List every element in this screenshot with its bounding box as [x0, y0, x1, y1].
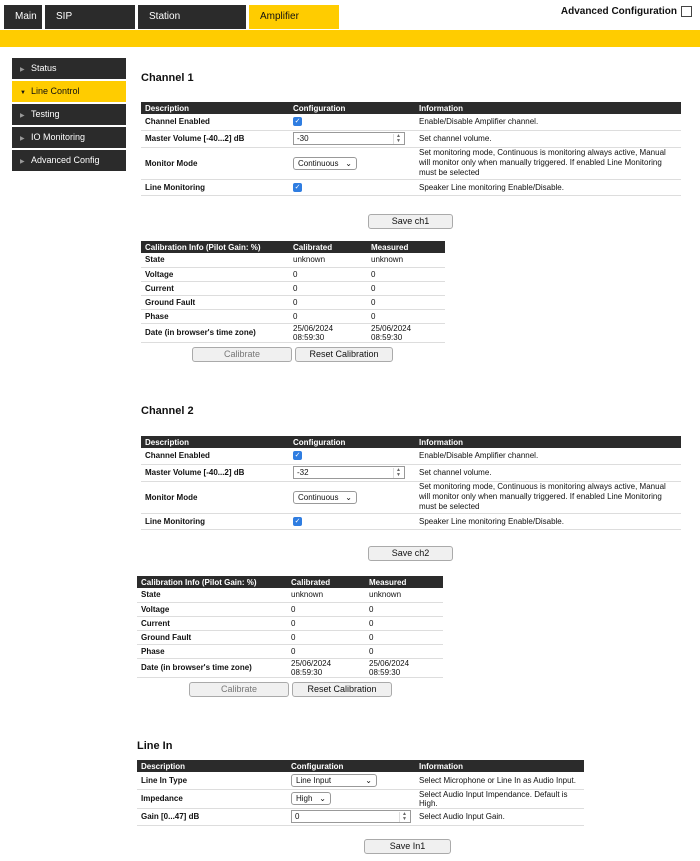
tab-main[interactable]: Main: [4, 5, 42, 29]
table-row: [141, 448, 681, 464]
accent-bar: [0, 30, 700, 47]
table-row: [141, 464, 681, 481]
channel1-monitor-mode-select[interactable]: Continuous ⌄: [293, 157, 357, 170]
linein-title: Line In: [137, 740, 173, 752]
table-row: [137, 808, 584, 825]
chevron-down-icon: ⌄: [345, 492, 352, 502]
sidebar-item-status[interactable]: ▶ Status: [12, 58, 126, 79]
table-row: Phase 0 0: [141, 309, 445, 323]
table-row: Ground Fault 0 0: [137, 630, 443, 644]
row-label: Impedance: [137, 789, 287, 808]
table-header-row: [141, 102, 681, 114]
chevron-down-icon: ▼: [20, 90, 26, 96]
channel1-volume-input[interactable]: -30 ▲ ▼: [293, 132, 405, 145]
sidebar-item-io-monitoring[interactable]: ▶ IO Monitoring: [12, 127, 126, 148]
table-row: [137, 772, 584, 789]
table-row: [137, 789, 584, 808]
table-row: Voltage 0 0: [141, 267, 445, 281]
advanced-configuration: [561, 6, 692, 17]
row-label: Master Volume [-40...2] dB: [141, 464, 289, 481]
tab-sip-configuration[interactable]: SIP: [45, 5, 135, 29]
header-configuration: Configuration: [287, 760, 415, 772]
header-calibration-info: Calibration Info (Pilot Gain: %): [137, 576, 287, 588]
tab-station-administration[interactable]: Station: [138, 5, 246, 29]
header-description: Description: [141, 102, 289, 114]
table-row: [141, 513, 681, 529]
spinner-icon[interactable]: ▲ ▼: [399, 812, 407, 822]
table-row: Date (in browser's time zone) 25/06/2024 08:59:30 25/06/2024 08:59:30: [141, 323, 445, 342]
tab-amplifier-settings[interactable]: Amplifier: [249, 5, 339, 29]
table-row: Current 0 0: [137, 616, 443, 630]
impedance-select[interactable]: High ⌄: [291, 792, 331, 805]
row-label: Channel Enabled: [141, 448, 289, 464]
channel1-calibrate-button[interactable]: Calibrate: [192, 347, 292, 362]
header-calibration-info: Calibration Info (Pilot Gain: %): [141, 241, 289, 253]
channel2-line-monitoring-checkbox[interactable]: ✓: [294, 517, 301, 525]
table-row: Ground Fault 0 0: [141, 295, 445, 309]
channel1-line-monitoring-checkbox[interactable]: ✓: [294, 183, 301, 191]
header-information: Information: [415, 102, 681, 114]
table-header-row: [137, 760, 584, 772]
row-info: Enable/Disable Amplifier channel.: [415, 114, 681, 130]
table-row: Current 0 0: [141, 281, 445, 295]
channel2-enabled-checkbox[interactable]: ✓: [294, 452, 301, 460]
sidebar-item-testing[interactable]: ▶ Testing: [12, 104, 126, 125]
top-nav: [0, 0, 700, 31]
row-label: Monitor Mode: [141, 147, 289, 179]
header-configuration: Configuration: [289, 102, 415, 114]
header-measured: Measured: [365, 576, 443, 588]
gain-input[interactable]: 0 ▲ ▼: [291, 810, 411, 823]
header-description: Description: [137, 760, 287, 772]
channel1-config-table: [141, 102, 681, 196]
channel1-calibration-table: [141, 241, 445, 343]
table-header-row: [141, 436, 681, 448]
chevron-down-icon: ⌄: [319, 794, 326, 803]
row-label: Line Monitoring: [141, 179, 289, 195]
channel1-title: Channel 1: [141, 72, 194, 84]
channel2-calibration-table: [137, 576, 443, 678]
table-header-row: [137, 576, 443, 588]
row-info: Set channel volume.: [415, 464, 681, 481]
header-information: Information: [415, 760, 584, 772]
table-row: Voltage 0 0: [137, 602, 443, 616]
table-row: State unknown unknown: [137, 588, 443, 602]
table-row: [141, 481, 681, 513]
row-label: Channel Enabled: [141, 114, 289, 130]
table-row: [141, 114, 681, 130]
channel2-volume-input[interactable]: -32 ▲ ▼: [293, 466, 405, 479]
spinner-icon[interactable]: ▲ ▼: [393, 134, 401, 144]
header-description: Description: [141, 436, 289, 448]
channel2-calibrate-button[interactable]: Calibrate: [189, 682, 289, 697]
advanced-configuration-checkbox[interactable]: [681, 6, 692, 17]
spinner-icon[interactable]: ▲ ▼: [393, 468, 401, 478]
chevron-right-icon: ▶: [20, 67, 25, 73]
save-in1-button[interactable]: Save In1: [364, 839, 451, 854]
row-label: Line Monitoring: [141, 513, 289, 529]
save-ch1-button[interactable]: Save ch1: [368, 214, 453, 229]
table-row: [141, 147, 681, 179]
channel2-reset-calibration-button[interactable]: Reset Calibration: [292, 682, 392, 697]
row-label: Monitor Mode: [141, 481, 289, 513]
chevron-down-icon: ⌄: [365, 775, 372, 785]
header-information: Information: [415, 436, 681, 448]
row-info: Speaker Line monitoring Enable/Disable.: [415, 513, 681, 529]
row-info: Select Audio Input Impendance. Default is High.: [415, 789, 584, 808]
channel2-title: Channel 2: [141, 405, 194, 417]
channel1-enabled-checkbox[interactable]: ✓: [294, 118, 301, 126]
table-row: State unknown unknown: [141, 253, 445, 267]
table-row: [141, 130, 681, 147]
row-info: Enable/Disable Amplifier channel.: [415, 448, 681, 464]
channel2-config-table: [141, 436, 681, 530]
channel1-reset-calibration-button[interactable]: Reset Calibration: [295, 347, 393, 362]
chevron-right-icon: ▶: [20, 136, 25, 142]
sidebar-item-line-control[interactable]: ▼ Line Control: [12, 81, 126, 102]
table-row: [141, 179, 681, 195]
row-label: Gain [0...47] dB: [137, 808, 287, 825]
chevron-down-icon: ⌄: [345, 158, 352, 168]
row-label: Line In Type: [137, 772, 287, 789]
header-calibrated: Calibrated: [289, 241, 367, 253]
row-info: Select Audio Input Gain.: [415, 808, 584, 825]
linein-config-table: [137, 760, 584, 826]
header-measured: Measured: [367, 241, 445, 253]
row-info: Select Microphone or Line In as Audio Input.: [415, 772, 584, 789]
table-row: Date (in browser's time zone) 25/06/2024 08:59:30 25/06/2024 08:59:30: [137, 658, 443, 677]
row-info: Speaker Line monitoring Enable/Disable.: [415, 179, 681, 195]
advanced-configuration-label: Advanced Configuration: [560, 6, 677, 17]
header-configuration: Configuration: [289, 436, 415, 448]
header-calibrated: Calibrated: [287, 576, 365, 588]
row-info: Set channel volume.: [415, 130, 681, 147]
row-info: Set monitoring mode, Continuous is monitoring always active, Manual will monitor only when manually triggered. If enabled Line Monitoring must be selected: [415, 481, 681, 513]
table-row: Phase 0 0: [137, 644, 443, 658]
row-label: Master Volume [-40...2] dB: [141, 130, 289, 147]
row-info: Set monitoring mode, Continuous is monitoring always active, Manual will monitor only when manually triggered. If enabled Line Monitoring must be selected: [415, 147, 681, 179]
sidebar-item-advanced-config[interactable]: ▶ Advanced Config: [12, 150, 126, 171]
chevron-right-icon: ▶: [20, 159, 25, 165]
save-ch2-button[interactable]: Save ch2: [368, 546, 453, 561]
line-in-type-select[interactable]: Line Input ⌄: [291, 774, 377, 787]
chevron-right-icon: ▶: [20, 113, 25, 119]
channel2-monitor-mode-select[interactable]: Continuous ⌄: [293, 491, 357, 504]
sidebar: [12, 58, 126, 173]
table-header-row: [141, 241, 445, 253]
